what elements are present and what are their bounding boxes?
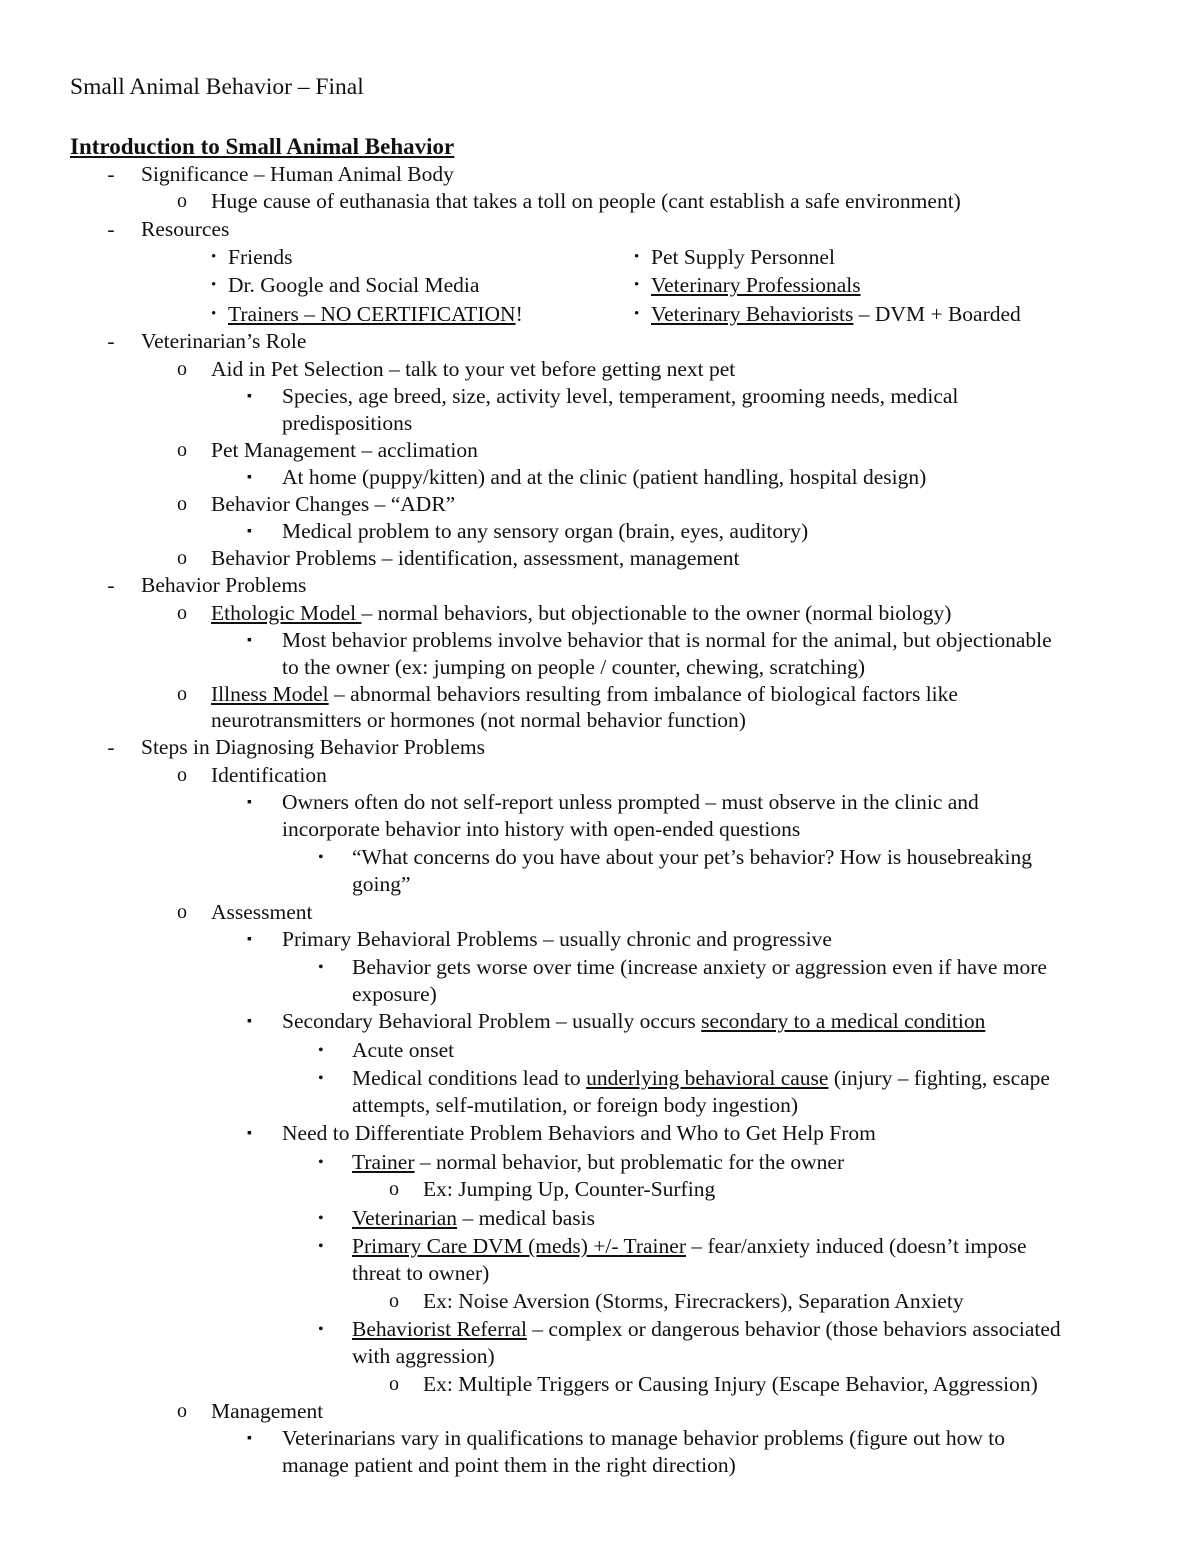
- list-item: Aid in Pet Selection – talk to your vet before getting next pet: [211, 357, 736, 381]
- list-item: Need to Differentiate Problem Behaviors and Who to Get Help From: [282, 1121, 876, 1145]
- dash-marker: -: [107, 217, 115, 241]
- resource-item: Friends: [228, 245, 293, 269]
- list-item: Secondary Behavioral Problem – usually occurs secondary to a medical condition: [282, 1009, 986, 1033]
- resource-item: Pet Supply Personnel: [651, 245, 835, 269]
- list-item: Behavior Problems – identification, assessment, management: [211, 546, 740, 570]
- square-bullet: ▪: [247, 932, 252, 947]
- list-item: Ex: Jumping Up, Counter-Surfing: [423, 1177, 716, 1201]
- list-item-cont: threat to owner): [352, 1261, 490, 1285]
- list-item-cont: neurotransmitters or hormones (not normal behavior function): [211, 708, 746, 732]
- bullet-dot: •: [318, 849, 324, 866]
- circle-bullet: o: [177, 190, 187, 212]
- resource-item: Veterinary Professionals: [651, 273, 861, 297]
- list-item-cont: manage patient and point them in the right direction): [282, 1453, 736, 1477]
- list-item: Medical problem to any sensory organ (brain, eyes, auditory): [282, 519, 809, 543]
- square-bullet: ▪: [247, 524, 252, 539]
- list-item: Behavior gets worse over time (increase anxiety or aggression even if have more: [352, 955, 1047, 979]
- list-item: Species, age breed, size, activity level, temperament, grooming needs, medical: [282, 384, 959, 408]
- square-bullet: ▪: [247, 1126, 252, 1141]
- dash-marker: -: [107, 162, 115, 186]
- list-item: Behavior Changes – “ADR”: [211, 492, 456, 516]
- list-item: At home (puppy/kitten) and at the clinic (patient handling, hospital design): [282, 465, 927, 489]
- section-heading: Introduction to Small Animal Behavior: [70, 134, 455, 159]
- list-item: Ethologic Model – normal behaviors, but objectionable to the owner (normal biology): [211, 601, 952, 625]
- bullet-dot: •: [634, 277, 640, 293]
- dash-marker: -: [107, 329, 115, 353]
- square-bullet: ▪: [247, 795, 252, 810]
- list-item: Acute onset: [352, 1038, 455, 1062]
- list-item: Primary Behavioral Problems – usually chronic and progressive: [282, 927, 832, 951]
- square-bullet: ▪: [247, 633, 252, 648]
- list-item: Behaviorist Referral – complex or dangerous behavior (those behaviors associated: [352, 1317, 1061, 1341]
- list-item: Steps in Diagnosing Behavior Problems: [141, 735, 485, 759]
- resource-item: Dr. Google and Social Media: [228, 273, 480, 297]
- bullet-dot: •: [318, 1238, 324, 1255]
- dash-marker: -: [107, 735, 115, 759]
- bullet-dot: •: [318, 1210, 324, 1227]
- bullet-dot: •: [318, 1321, 324, 1338]
- bullet-dot: •: [318, 959, 324, 976]
- circle-bullet: o: [177, 547, 187, 569]
- list-item: Pet Management – acclimation: [211, 438, 478, 462]
- list-item-cont: going”: [352, 872, 411, 896]
- bullet-dot: •: [634, 306, 640, 322]
- list-item: Huge cause of euthanasia that takes a toll on people (cant establish a safe environment): [211, 189, 961, 213]
- list-item: Assessment: [211, 900, 313, 924]
- list-item: Medical conditions lead to underlying behavioral cause (injury – fighting, escape: [352, 1066, 1050, 1090]
- document-title: Small Animal Behavior – Final: [70, 74, 364, 100]
- list-item: Owners often do not self-report unless prompted – must observe in the clinic and: [282, 790, 979, 814]
- list-item: “What concerns do you have about your pet’s behavior? How is housebreaking: [352, 845, 1033, 869]
- circle-bullet: o: [177, 439, 187, 461]
- circle-bullet: o: [177, 1400, 187, 1422]
- list-item-cont: incorporate behavior into history with open-ended questions: [282, 817, 801, 841]
- list-item: Management: [211, 1399, 324, 1423]
- bullet-dot: •: [211, 249, 217, 265]
- list-item: Significance – Human Animal Body: [141, 162, 454, 186]
- list-item: Behavior Problems: [141, 573, 307, 597]
- resource-item: Veterinary Behaviorists – DVM + Boarded: [651, 302, 1021, 326]
- list-item-cont: exposure): [352, 982, 437, 1006]
- list-item: Veterinarians vary in qualifications to manage behavior problems (figure out how to: [282, 1426, 1006, 1450]
- list-item: Most behavior problems involve behavior that is normal for the animal, but objectionable: [282, 628, 1052, 652]
- list-item-cont: attempts, self-mutilation, or foreign body ingestion): [352, 1093, 799, 1117]
- circle-bullet: o: [389, 1178, 399, 1200]
- bullet-dot: •: [318, 1042, 324, 1059]
- list-item: Veterinarian – medical basis: [352, 1206, 595, 1230]
- square-bullet: ▪: [247, 1014, 252, 1029]
- list-item: Illness Model – abnormal behaviors resulting from imbalance of biological factors like: [211, 682, 958, 706]
- dash-marker: -: [107, 573, 115, 597]
- list-item: Resources: [141, 217, 230, 241]
- bullet-dot: •: [318, 1154, 324, 1171]
- list-item: Ex: Noise Aversion (Storms, Firecrackers), Separation Anxiety: [423, 1289, 964, 1313]
- list-item: Ex: Multiple Triggers or Causing Injury (Escape Behavior, Aggression): [423, 1372, 1038, 1396]
- square-bullet: ▪: [247, 389, 252, 404]
- circle-bullet: o: [389, 1290, 399, 1312]
- circle-bullet: o: [389, 1373, 399, 1395]
- circle-bullet: o: [177, 602, 187, 624]
- circle-bullet: o: [177, 764, 187, 786]
- list-item-cont: with aggression): [352, 1344, 495, 1368]
- circle-bullet: o: [177, 493, 187, 515]
- list-item: Identification: [211, 763, 327, 787]
- list-item: Veterinarian’s Role: [141, 329, 307, 353]
- bullet-dot: •: [634, 249, 640, 265]
- circle-bullet: o: [177, 683, 187, 705]
- square-bullet: ▪: [247, 1431, 252, 1446]
- list-item-cont: predispositions: [282, 411, 413, 435]
- resource-item: Trainers – NO CERTIFICATION!: [228, 302, 523, 326]
- bullet-dot: •: [211, 277, 217, 293]
- circle-bullet: o: [177, 901, 187, 923]
- list-item: Trainer – normal behavior, but problematic for the owner: [352, 1150, 845, 1174]
- bullet-dot: •: [318, 1070, 324, 1087]
- list-item-cont: to the owner (ex: jumping on people / counter, chewing, scratching): [282, 655, 866, 679]
- circle-bullet: o: [177, 358, 187, 380]
- bullet-dot: •: [211, 306, 217, 322]
- list-item: Primary Care DVM (meds) +/- Trainer – fear/anxiety induced (doesn’t impose: [352, 1234, 1027, 1258]
- square-bullet: ▪: [247, 470, 252, 485]
